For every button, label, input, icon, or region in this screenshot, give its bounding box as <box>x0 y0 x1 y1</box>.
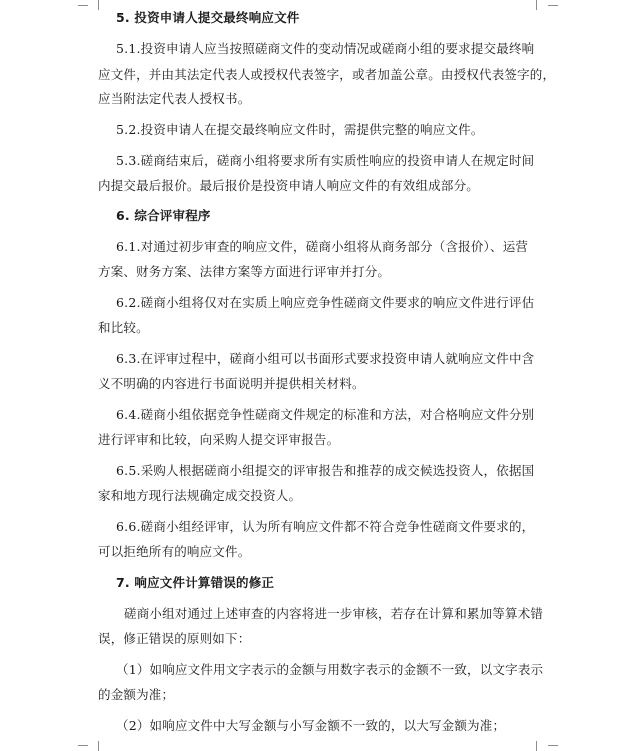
paragraph-line: 的金额为准； <box>98 687 175 702</box>
crop-mark <box>548 5 558 6</box>
paragraph-line: 6.1.对通过初步审查的响应文件，磋商小组将从商务部分（含报价）、运营 <box>116 239 529 254</box>
crop-mark <box>536 741 547 751</box>
paragraph-line: 6.6.磋商小组经评审，认为所有响应文件都不符合竞争性磋商文件要求的， <box>116 519 535 534</box>
crop-mark <box>78 745 88 746</box>
crop-mark <box>78 5 88 6</box>
paragraph-line: 误，修正错误的原则如下： <box>98 631 251 646</box>
paragraph-line: 家和地方现行法规确定成交投资人。 <box>98 488 302 503</box>
paragraph-line: 方案、财务方案、法律方案等方面进行评审并打分。 <box>98 264 391 279</box>
paragraph-line: 6.2.磋商小组将仅对在实质上响应竞争性磋商文件要求的响应文件进行评估 <box>116 295 535 310</box>
paragraph-line: 义不明确的内容进行书面说明并提供相关材料。 <box>98 376 365 391</box>
paragraph-line: 6.3.在评审过程中，磋商小组可以书面形式要求投资申请人就响应文件中含 <box>116 351 535 366</box>
paragraph-line: 和比较。 <box>98 320 149 335</box>
section-heading: 7. 响应文件计算错误的修正 <box>116 575 275 590</box>
crop-mark <box>88 741 99 751</box>
paragraph-line: 内提交最后报价。最后报价是投资申请人响应文件的有效组成部分。 <box>98 178 480 193</box>
paragraph-line: 进行评审和比较，向采购人提交评审报告。 <box>98 432 340 447</box>
crop-mark <box>88 0 99 10</box>
paragraph-line: 6.5.采购人根据磋商小组提交的评审报告和推荐的成交候选投资人，依据国 <box>116 463 535 478</box>
paragraph-line: 5.2.投资申请人在提交最终响应文件时，需提供完整的响应文件。 <box>116 122 484 137</box>
paragraph-line: 5.1.投资申请人应当按照磋商文件的变动情况或磋商小组的要求提交最终响 <box>116 41 535 56</box>
paragraph-line: （2）如响应文件中大写金额与小写金额不一致的，以大写金额为准； <box>116 718 506 733</box>
paragraph-line: 应当附法定代表人授权书。 <box>98 91 251 106</box>
paragraph-line: 6.4.磋商小组依据竞争性磋商文件规定的标准和方法，对合格响应文件分别 <box>116 407 535 422</box>
section-heading: 6. 综合评审程序 <box>116 208 211 223</box>
section-heading: 5. 投资申请人提交最终响应文件 <box>116 10 300 25</box>
paragraph-line: 应文件，并由其法定代表人或授权代表签字，或者加盖公章。由授权代表签字的， <box>98 67 556 82</box>
paragraph-line: 5.3.磋商结束后，磋商小组将要求所有实质性响应的投资申请人在规定时间 <box>116 153 535 168</box>
paragraph-line: （1）如响应文件用文字表示的金额与用数字表示的金额不一致，以文字表示 <box>116 662 544 677</box>
crop-mark <box>548 745 558 746</box>
paragraph-line: 磋商小组对通过上述审查的内容将进一步审核，若存在计算和累加等算术错 <box>124 606 544 621</box>
crop-mark <box>536 0 547 10</box>
paragraph-line: 可以拒绝所有的响应文件。 <box>98 544 251 559</box>
